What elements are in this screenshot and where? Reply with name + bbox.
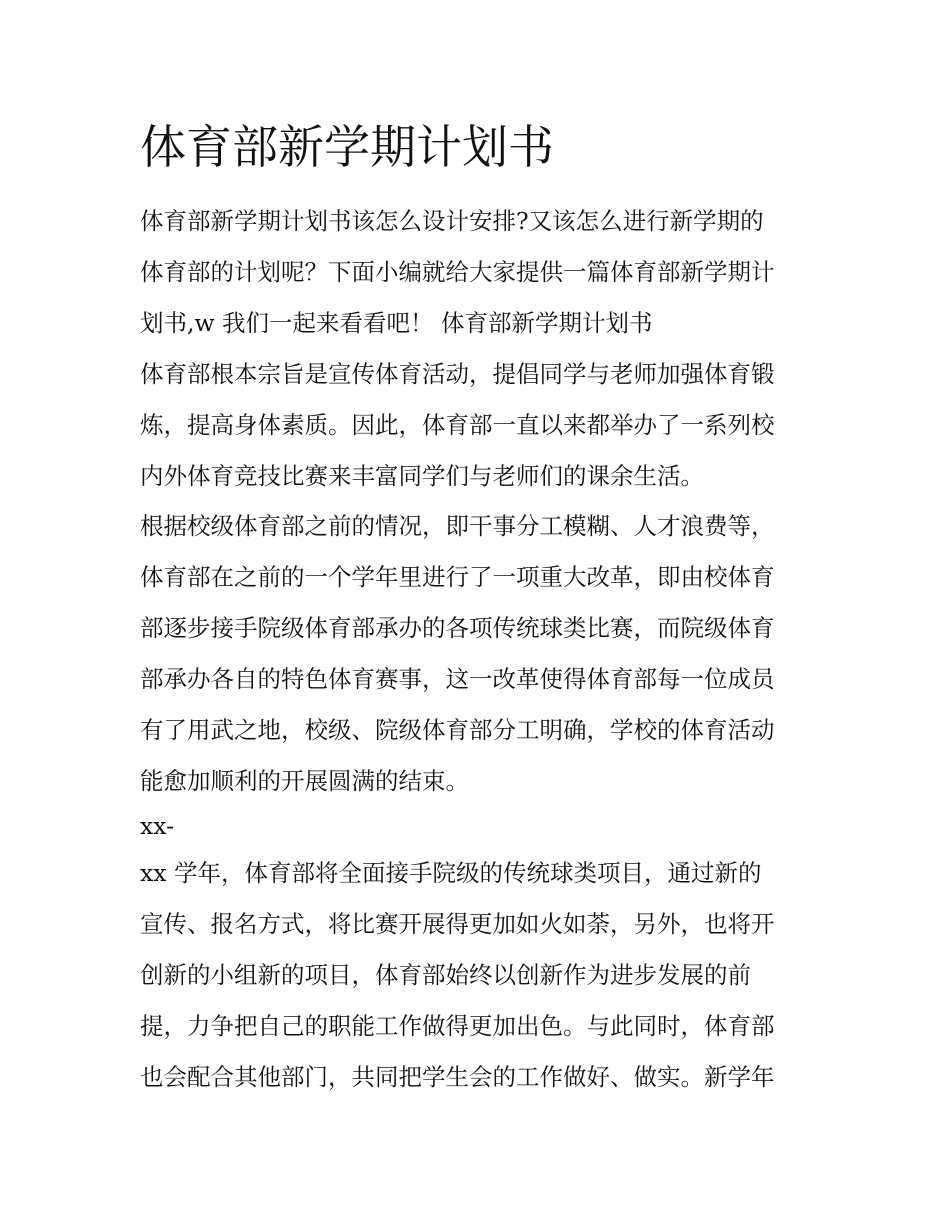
text-line: 体育部新学期计划书该怎么设计安排?又该怎么进行新学期的: [140, 207, 764, 235]
text-line: 体育部根本宗旨是宣传体育活动，提倡同学与老师加强体育锻: [140, 360, 775, 388]
text-line: xx 学年，体育部将全面接手院级的传统球类项目，通过新的: [140, 859, 762, 887]
text-line: 内外体育竞技比赛来丰富同学们与老师们的课余生活。: [140, 462, 704, 490]
text-line: 创新的小组新的项目，体育部始终以创新作为进步发展的前: [140, 961, 751, 989]
text-line: 根据校级体育部之前的情况，即干事分工模糊、人才浪费等，: [140, 512, 775, 540]
document-title: 体育部新学期计划书: [140, 120, 554, 174]
text-line: 有了用武之地，校级、院级体育部分工明确，学校的体育活动: [140, 716, 775, 744]
text-line: 也会配合其他部门，共同把学生会的工作做好、做实。新学年: [140, 1063, 775, 1091]
text-line: 体育部在之前的一个学年里进行了一项重大改革，即由校体育: [140, 563, 775, 591]
text-line: 提，力争把自己的职能工作做得更加出色。与此同时，体育部: [140, 1012, 775, 1040]
text-line: 划书,w 我们一起来看看吧！ 体育部新学期计划书: [140, 309, 653, 337]
text-line: 部承办各自的特色体育赛事，这一改革使得体育部每一位成员: [140, 665, 775, 693]
text-line: 部逐步接手院级体育部承办的各项传统球类比赛，而院级体育: [140, 614, 775, 642]
text-line: 能愈加顺利的开展圆满的结束。: [140, 767, 469, 795]
text-line: xx-: [140, 812, 175, 840]
text-line: 宣传、报名方式，将比赛开展得更加如火如荼，另外，也将开: [140, 910, 775, 938]
text-line: 体育部的计划呢？下面小编就给大家提供一篇体育部新学期计: [140, 258, 775, 286]
text-line: 炼，提高身体素质。因此，体育部一直以来都举办了一系列校: [140, 411, 775, 439]
